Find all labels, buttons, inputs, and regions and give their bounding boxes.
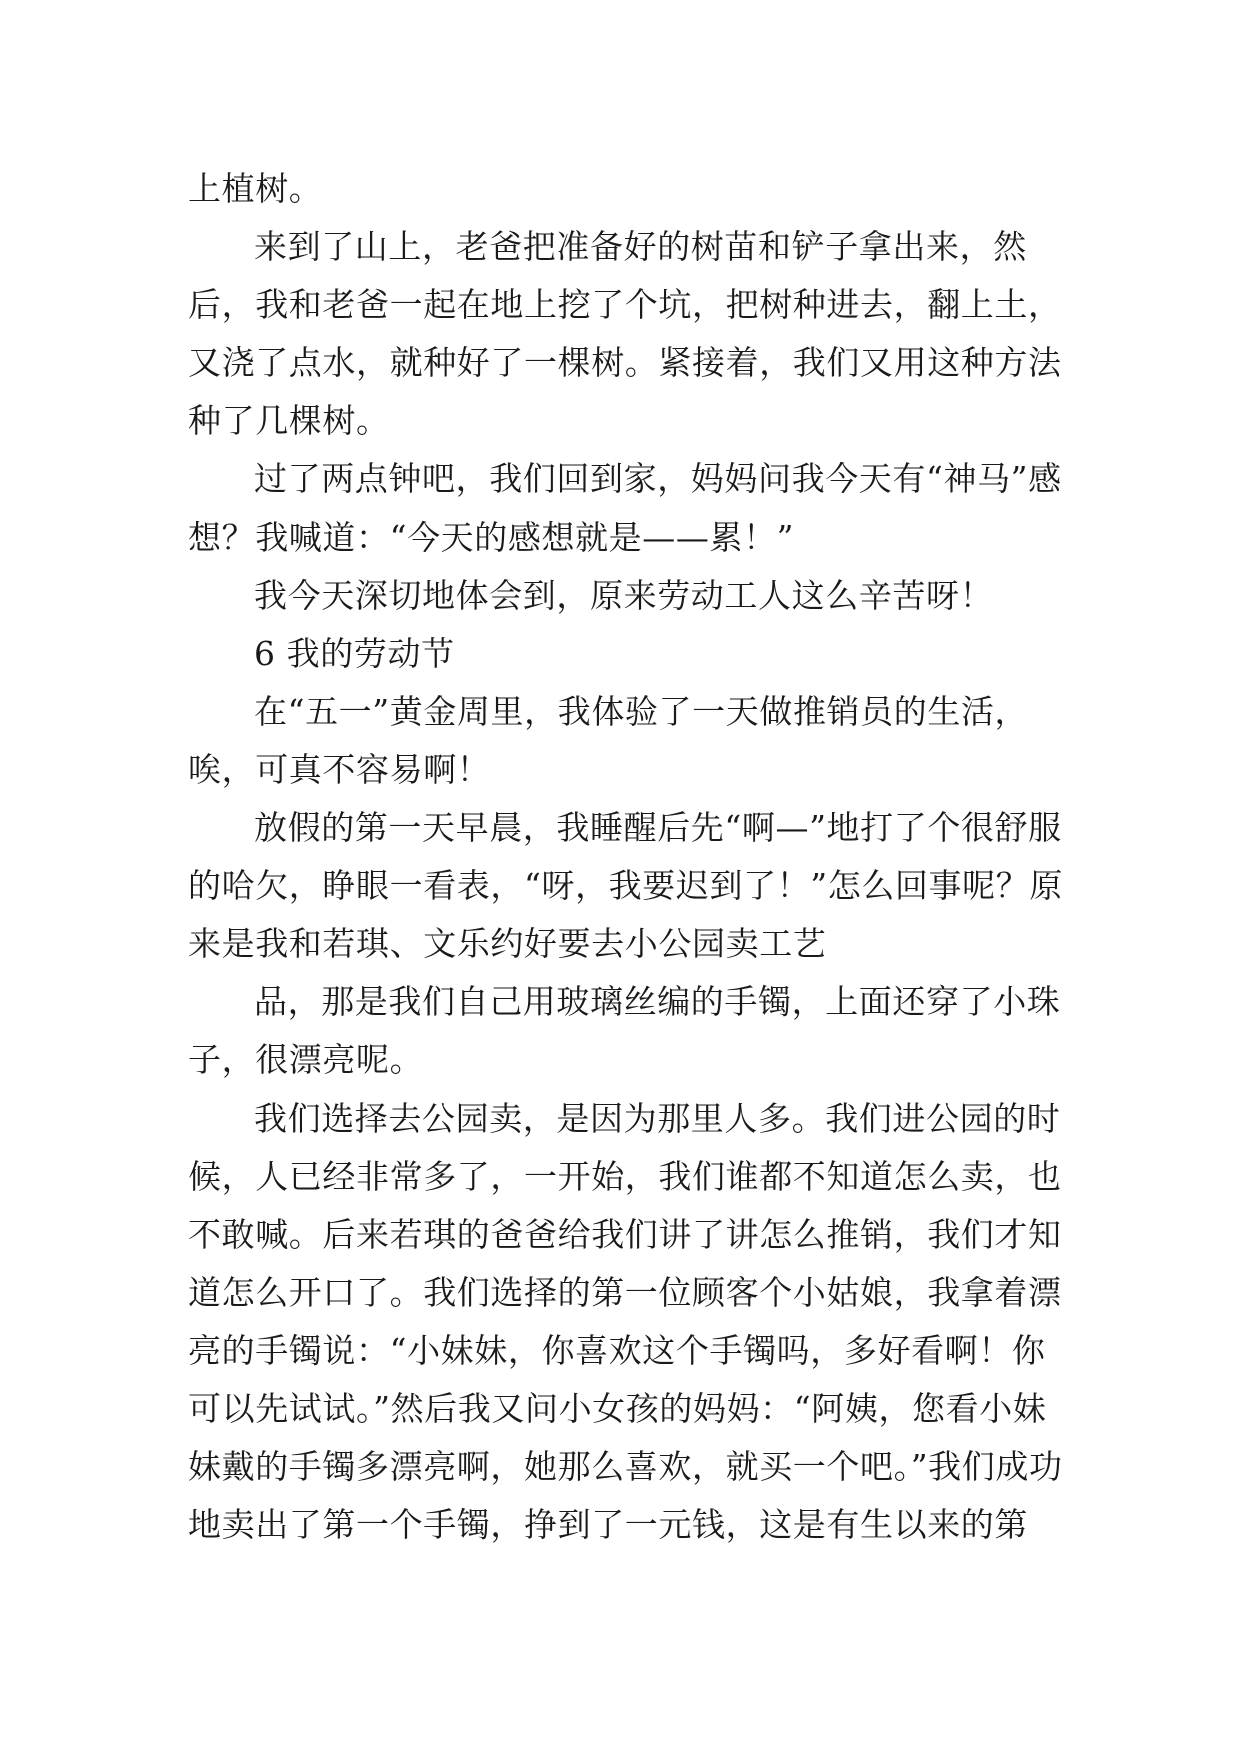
paragraph: 在“五一”黄金周里，我体验了一天做推销员的生活，唉，可真不容易啊！ — [188, 691, 1029, 789]
paragraph: 品，那是我们自己用玻璃丝编的手镯，上面还穿了小珠子，很漂亮呢。 — [188, 982, 1061, 1080]
paragraph: 上植树。 — [188, 169, 323, 208]
section-heading: 6 我的劳动节 — [254, 633, 455, 673]
paragraph: 我们选择去公园卖，是因为那里人多。我们进公园的时候，人已经非常多了，一开始，我们谁都不知道怎么卖，也不敢喊。后来若琪的爸爸给我们讲了讲怎么推销，我们才知道怎么开口了。我们选择的第一位顾客个小姑娘，我拿着漂亮的手镯说：“小妹妹，你喜欢这个手镯吗，多好看啊！你可以先试试。”然后我又问小女孩的妈妈：“阿姨，您看小妹妹戴的手镯多漂亮啊，她那么喜欢，就买一个吧。”我们成功地卖出了第一个手镯，挣到了一元钱，这是有生以来的第 — [188, 1098, 1063, 1545]
document-body — [188, 160, 1068, 1554]
paragraph: 过了两点钟吧，我们回到家，妈妈问我今天有“神马”感想？我喊道：“今天的感想就是——累！” — [188, 459, 1062, 557]
paragraph: 来到了山上，老爸把准备好的树苗和铲子拿出来，然后，我和老爸一起在地上挖了个坑，把树种进去，翻上土，又浇了点水，就种好了一棵树。紧接着，我们又用这种方法种了几棵树。 — [188, 227, 1062, 441]
paragraph: 放假的第一天早晨，我睡醒后先“啊—”地打了个很舒服的哈欠，睁眼一看表，“呀，我要迟到了！”怎么回事呢？原来是我和若琪、文乐约好要去小公园卖工艺 — [188, 808, 1063, 964]
paragraph: 我今天深切地体会到，原来劳动工人这么辛苦呀！ — [254, 575, 994, 615]
